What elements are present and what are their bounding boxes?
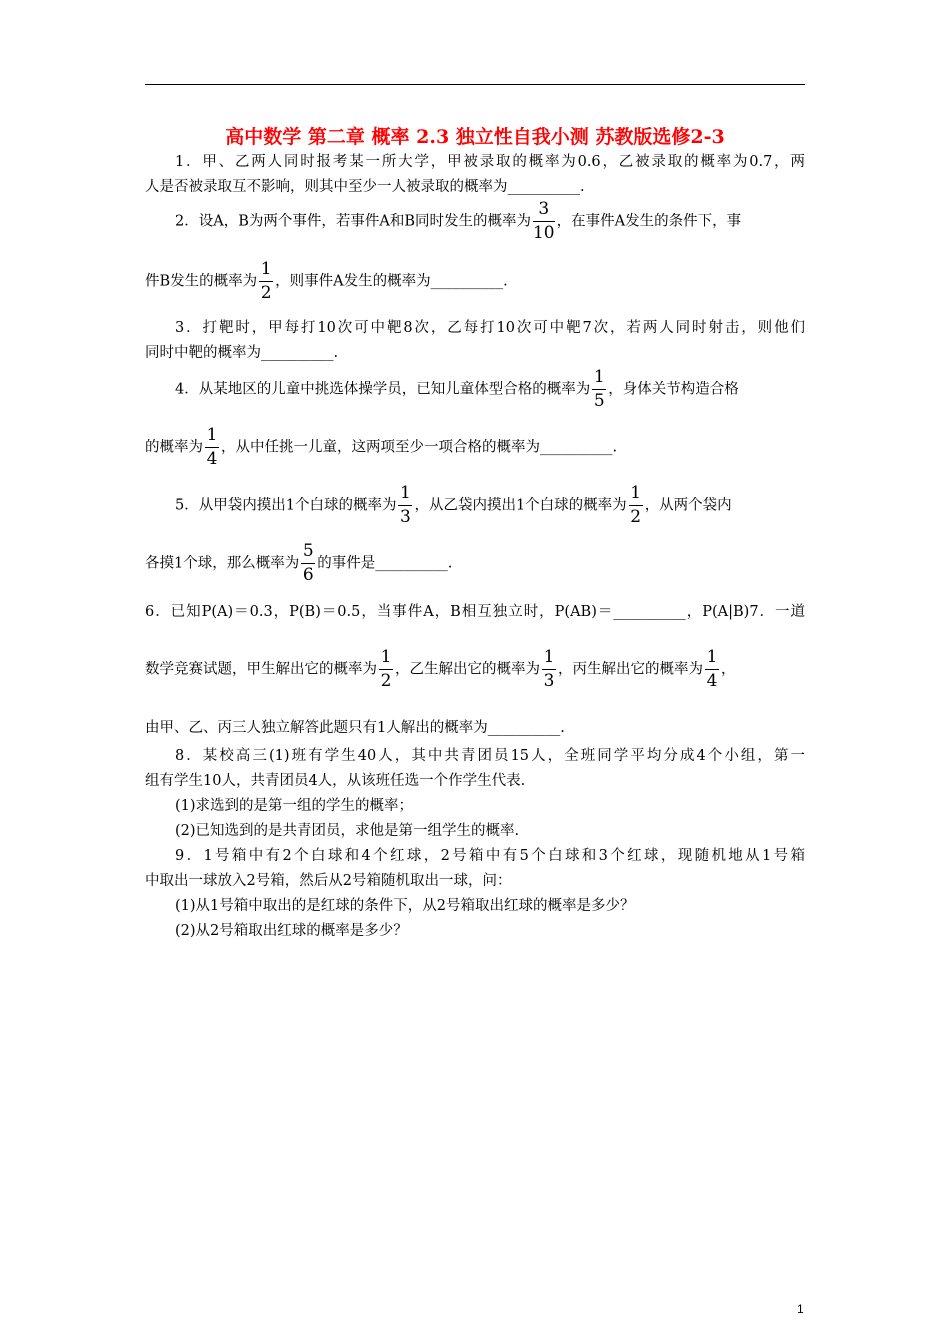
q8-line2: 组有学生10人，共青团员4人，从该班任选一个作学生代表. (145, 773, 526, 789)
q2-text-a: 2．设A，B为两个事件，若事件A和B同时发生的概率为 (175, 213, 531, 230)
q5-fraction-1: $\frac{1}{3}$ (400, 483, 411, 527)
q4-fraction-2: $\frac{1}{4}$ (206, 425, 218, 469)
q7-text-b: ，乙生解出它的概率为 (395, 661, 540, 678)
q1-line1: 1．甲、乙两人同时报考某一所大学，甲被录取的概率为0.6，乙被录取的概率为0.7，两 (175, 154, 805, 170)
q5-text-d: 各摸1个球，那么概率为 (145, 555, 300, 572)
page-number: 1 (797, 1302, 804, 1316)
q3-line2: 同时中靶的概率为__________. (145, 345, 339, 361)
q7-fraction-1: $\frac{1}{2}$ (380, 647, 392, 691)
q2-line2 (145, 260, 805, 303)
q4-text-b: ，身体关节构造合格 (608, 381, 739, 398)
q4-text-a: 4．从某地区的儿童中挑选体操学员，已知儿童体型合格的概率为 (175, 381, 591, 398)
q8-sub2: (2)已知选到的是共青团员，求他是第一组学生的概率. (175, 823, 520, 839)
q5-text-a: 5．从甲袋内摸出1个白球的概率为 (175, 497, 397, 514)
q9-sub2: (2)从2号箱取出红球的概率是多少？ (175, 923, 408, 939)
q4-text-d: ，从中任挑一儿童，这两项至少一项合格的概率为__________. (221, 439, 618, 456)
q9-sub1: (1)从1号箱中取出的是红球的条件下，从2号箱取出红球的概率是多少？ (175, 898, 635, 914)
q8-sub1: (1)求选到的是第一组的学生的概率； (175, 798, 414, 814)
q9-line2: 中取出一球放入2号箱，然后从2号箱随机取出一球，问： (145, 873, 512, 889)
q5-line1 (145, 484, 805, 527)
q3-line1: 3．打靶时，甲每打10次可中靶8次，乙每打10次可中靶7次，若两人同时射击，则他们 (175, 320, 805, 336)
q9-line1: 9．1号箱中有2个白球和4个红球，2号箱中有5个白球和3个红球，现随机地从1号箱 (175, 848, 805, 864)
q2-line1 (145, 200, 805, 243)
q4-line2 (145, 426, 805, 469)
q7-line2 (145, 648, 805, 691)
q7-fraction-3: $\frac{1}{4}$ (706, 647, 718, 691)
q6-line1: 6．已知P(A)＝0.3，P(B)＝0.5，当事件A，B相互独立时，P(AB)＝__________，P(A|B)7．一道 (145, 604, 805, 620)
q2-fraction-1: $\frac{3}{10}$ (532, 199, 555, 243)
header-rule (145, 84, 805, 85)
q2-text-d: ，则事件A发生的概率为__________. (275, 273, 508, 290)
q7-text-d: ， (721, 661, 736, 678)
q1-line2: 人是否被录取互不影响，则其中至少一人被录取的概率为__________. (145, 179, 585, 195)
q7-line3: 由甲、乙、丙三人独立解答此题只有1人解出的概率为__________. (145, 720, 565, 736)
q2-text-b: ，在事件A发生的条件下，事 (556, 213, 742, 230)
q7-fraction-2: $\frac{1}{3}$ (543, 647, 555, 691)
q5-line2 (145, 542, 805, 585)
q5-text-e: 的事件是__________. (317, 555, 453, 572)
q2-fraction-2: $\frac{1}{2}$ (260, 259, 272, 303)
q4-line1 (145, 368, 805, 411)
document-title: 高中数学 第二章 概率 2.3 独立性自我小测 苏教版选修2-3 (225, 126, 725, 148)
q5-text-c: ，从两个袋内 (644, 497, 732, 514)
q2-text-c: 件B发生的概率为 (145, 273, 258, 290)
q4-text-c: 的概率为 (145, 439, 203, 456)
q5-text-b: ，从乙袋内摸出1个白球的概率为 (414, 497, 627, 514)
q8-line1: 8．某校高三(1)班有学生40人，其中共青团员15人，全班同学平均分成4个小组，第一 (175, 748, 805, 764)
q7-text-c: ，丙生解出它的概率为 (558, 661, 703, 678)
q4-fraction-1: $\frac{1}{5}$ (593, 367, 605, 411)
q5-fraction-2: $\frac{1}{2}$ (630, 483, 642, 527)
q7-text-a: 数学竞赛试题，甲生解出它的概率为 (145, 661, 377, 678)
q5-fraction-3: $\frac{5}{6}$ (302, 541, 314, 585)
